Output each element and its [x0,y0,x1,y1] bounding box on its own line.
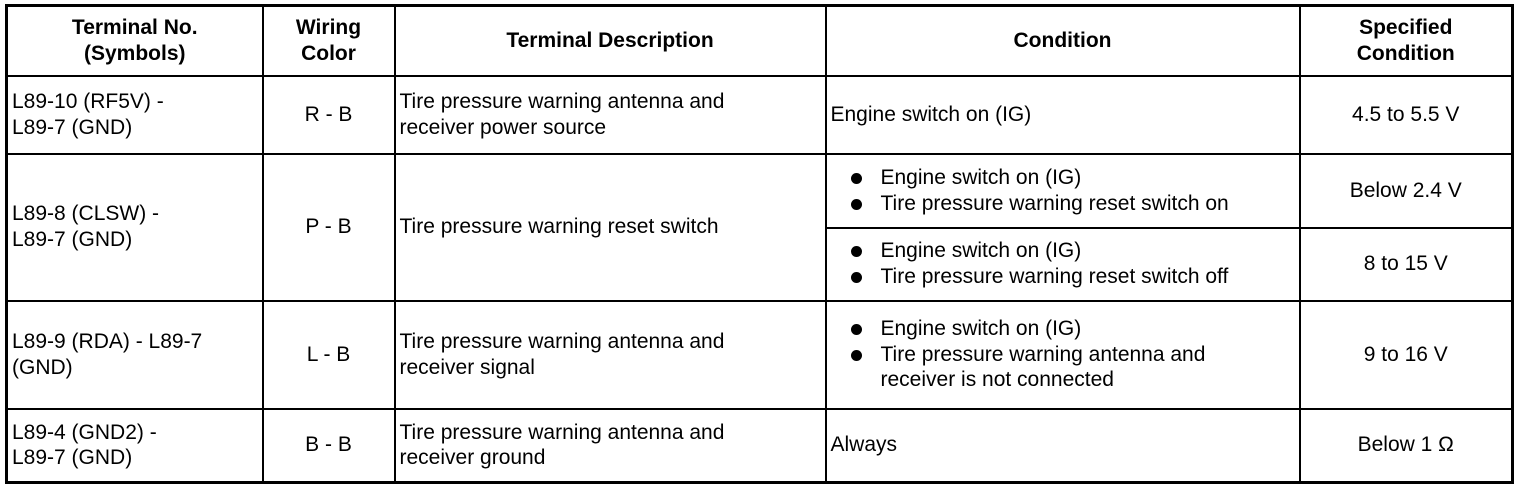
table-row [7,409,1513,483]
condition-bullet: Engine switch on (IG) [845,238,1295,264]
condition-bullet: Engine switch on (IG) [845,165,1295,191]
terminal-cell: L89-10 (RF5V) - L89-7 (GND) [7,76,263,154]
condition-list [831,316,1295,393]
condition-bullet: Tire pressure warning reset switch off [845,264,1295,290]
wiring-color-cell: L - B [263,301,395,409]
header-terminal-description: Terminal Description [395,6,826,76]
terminal-cell: L89-4 (GND2) - L89-7 (GND) [7,409,263,483]
description-cell: Tire pressure warning reset switch [395,154,826,301]
wiring-color-cell: P - B [263,154,395,301]
header-condition: Condition [826,6,1300,76]
specified-condition-cell: Below 1 Ω [1300,409,1513,483]
wiring-color-cell: B - B [263,409,395,483]
terminal-cell: L89-8 (CLSW) - L89-7 (GND) [7,154,263,301]
terminal-cell: L89-9 (RDA) - L89-7 (GND) [7,301,263,409]
header-terminal: Terminal No. (Symbols) [7,6,263,76]
specified-condition-cell: 4.5 to 5.5 V [1300,76,1513,154]
condition-cell [826,228,1300,301]
table-row [7,76,1513,154]
description-cell: Tire pressure warning antenna and receiver ground [395,409,826,483]
specified-condition-cell: 8 to 15 V [1300,228,1513,301]
condition-list [831,238,1295,289]
specified-condition-cell: 9 to 16 V [1300,301,1513,409]
table-row [7,154,1513,228]
wiring-color-cell: R - B [263,76,395,154]
terminal-spec-table [5,4,1514,484]
condition-list [831,165,1295,216]
description-cell: Tire pressure warning antenna and receiver power source [395,76,826,154]
header-wiring-color: Wiring Color [263,6,395,76]
condition-bullet: Engine switch on (IG) [845,316,1295,342]
header-specified-condition: Specified Condition [1300,6,1513,76]
condition-bullet: Tire pressure warning reset switch on [845,191,1295,217]
condition-bullet: Tire pressure warning antenna and receiver is not connected [845,342,1295,393]
condition-cell [826,301,1300,409]
specified-condition-cell: Below 2.4 V [1300,154,1513,228]
description-cell: Tire pressure warning antenna and receiver signal [395,301,826,409]
condition-cell: Always [826,409,1300,483]
header-row [7,6,1513,76]
condition-cell [826,154,1300,228]
table-row [7,301,1513,409]
condition-cell: Engine switch on (IG) [826,76,1300,154]
